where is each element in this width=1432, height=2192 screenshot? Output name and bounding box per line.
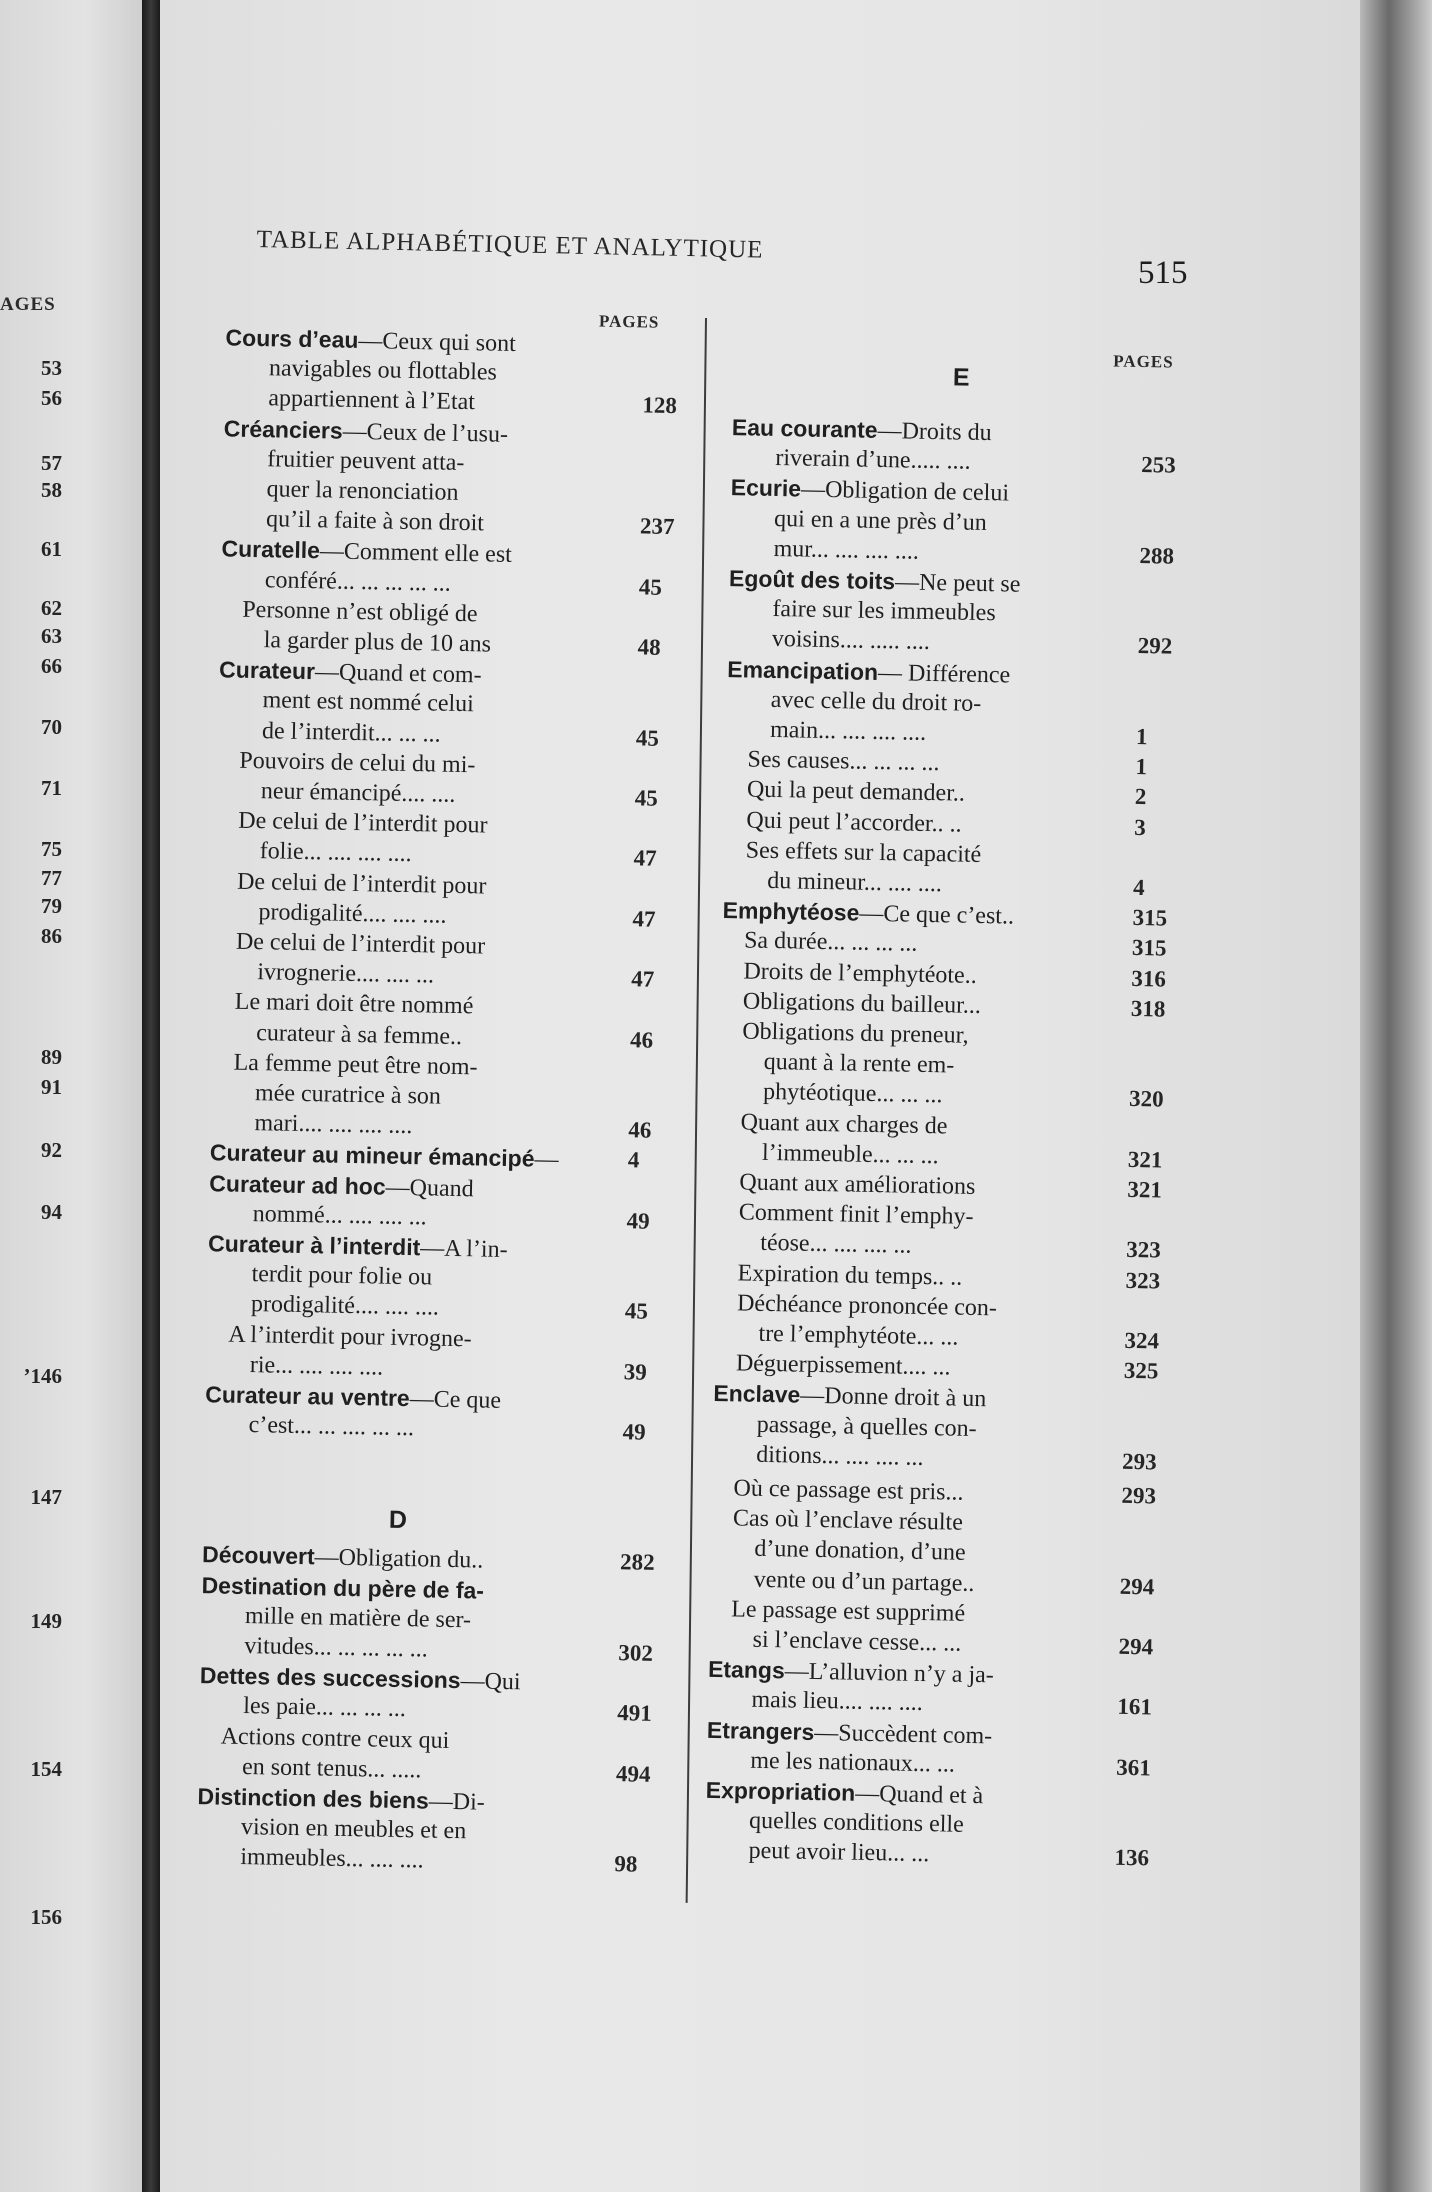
entry-page-number: 293	[1121, 1448, 1157, 1475]
continuation-line: ivrognerie.... .... ...	[257, 959, 435, 989]
entry-page-number: 45	[624, 1298, 649, 1325]
continuation-line: mille en matière de ser-	[244, 1602, 472, 1634]
previous-page-number: 58	[41, 478, 62, 502]
entry-page-number: 161	[1117, 1694, 1153, 1720]
entry-page-number: 320	[1128, 1086, 1164, 1112]
pages-label-right: PAGES	[1113, 351, 1174, 372]
entry-page-number: 45	[634, 785, 659, 811]
previous-page-number: 61	[41, 537, 62, 561]
continuation-line: terdit pour folie ou	[251, 1261, 433, 1291]
previous-page-number: 62	[41, 596, 62, 620]
subentry-line: Pouvoirs de celui du mi-	[239, 747, 476, 779]
letter-heading-d: D	[388, 1505, 408, 1535]
entry-page-number: 46	[629, 1026, 654, 1053]
continuation-line: ditions... .... .... ...	[755, 1441, 924, 1471]
entry-page-number: 4	[1132, 874, 1145, 901]
subentry-line: Le passage est supprimé	[730, 1596, 966, 1627]
entry-page-number: 47	[631, 966, 655, 992]
entry-text: —Obligation du..	[314, 1544, 484, 1574]
entry-page-number: 3	[1134, 814, 1147, 840]
subentry-line: De celui de l’interdit pour	[238, 807, 488, 839]
previous-page-number: 154	[30, 1757, 62, 1781]
continuation-line: neur émancipé.... ....	[260, 778, 456, 808]
entry-text: —L’alluvion n’y a ja-	[784, 1658, 995, 1689]
entry-text: — Différence	[877, 659, 1011, 689]
page-number: 515	[1138, 255, 1188, 291]
entry-term: Distinction des biens	[197, 1783, 430, 1814]
entry-text: —Obligation de celui	[800, 476, 1010, 507]
continuation-line: phytéotique... ... ...	[762, 1079, 943, 1109]
entry-page-number: 293	[1121, 1482, 1157, 1509]
subentry-line: Obligations du preneur,	[742, 1018, 969, 1049]
entry-heading-line	[707, 1714, 993, 1749]
subentry-line: Où ce passage est pris...	[733, 1475, 964, 1506]
entry-heading-line	[201, 1570, 484, 1605]
entry-page-number: 128	[642, 392, 678, 419]
previous-page-number: 70	[41, 715, 62, 739]
continuation-line: rie... .... .... ....	[249, 1351, 384, 1381]
continuation-line: si l’enclave cesse... ...	[752, 1626, 962, 1657]
previous-page-number: 57	[41, 451, 62, 475]
entry-page-number: 288	[1139, 542, 1175, 569]
entry-text: —Quand et com-	[314, 659, 482, 689]
entry-page-number: 323	[1125, 1267, 1161, 1294]
entry-heading-line	[219, 655, 482, 690]
entry-term: Curatelle	[221, 535, 321, 564]
continuation-line: appartiennent à l’Etat	[268, 385, 476, 416]
continuation-line: immeubles... .... ....	[240, 1844, 424, 1874]
subentry-line: La femme peut être nom-	[233, 1049, 478, 1081]
entry-term: Curateur au mineur émancipé	[209, 1139, 535, 1172]
entry-page-number: 49	[626, 1208, 650, 1234]
entry-term: Ecurie	[730, 474, 802, 502]
continuation-line: mari.... .... .... ....	[254, 1110, 413, 1140]
entry-page-number: 49	[622, 1419, 646, 1445]
continuation-line: navigables ou flottables	[268, 355, 498, 386]
entry-term: Expropriation	[705, 1776, 856, 1806]
continuation-line: mur... .... .... ....	[773, 535, 920, 565]
previous-page-number: 56	[41, 386, 62, 410]
previous-page-number: 53	[41, 356, 62, 380]
entry-term: Curateur à l’interdit	[207, 1230, 421, 1261]
running-head: TABLE ALPHABÉTIQUE ET ANALYTIQUE	[256, 226, 764, 264]
subentry-line: Expiration du temps.. ..	[737, 1259, 963, 1291]
subentry-line: Obligations du bailleur...	[742, 988, 982, 1019]
entry-text: —Comment elle est	[319, 538, 513, 569]
continuation-line: quer la renonciation	[266, 476, 459, 506]
entry-heading-line	[224, 413, 509, 448]
entry-page-number: 4	[627, 1147, 640, 1173]
continuation-line: voisins.... ..... ....	[771, 626, 931, 656]
entry-page-number: 321	[1127, 1146, 1163, 1173]
previous-page-number: ’146	[23, 1364, 62, 1388]
continuation-line: me les nationaux... ...	[750, 1747, 956, 1778]
entry-term: Dettes des successions	[199, 1662, 461, 1694]
continuation-line: faire sur les immeubles	[772, 596, 996, 627]
continuation-line: peut avoir lieu... ...	[748, 1838, 930, 1868]
continuation-line: téose... .... .... ...	[760, 1230, 912, 1260]
continuation-line: qui en a une près d’un	[773, 505, 988, 536]
entry-heading-line	[727, 654, 1010, 689]
continuation-line: mais lieu.... .... ....	[751, 1687, 924, 1717]
entry-page-number: 318	[1130, 995, 1166, 1022]
entry-term: Emphytéose	[722, 897, 860, 926]
entry-page-number: 361	[1116, 1754, 1152, 1781]
entry-term: Découvert	[201, 1541, 315, 1570]
entry-text: —Ce que	[409, 1386, 502, 1414]
entry-page-number: 46	[628, 1117, 652, 1143]
continuation-line: de l’interdit... ... ...	[261, 717, 441, 748]
entry-term: Destination du père de fa-	[201, 1571, 485, 1604]
previous-page-number: 79	[41, 894, 62, 918]
previous-page-number: 149	[30, 1609, 62, 1633]
subentry-line: Cas où l’enclave résulte	[732, 1505, 964, 1536]
continuation-line: mée curatrice à son	[254, 1080, 442, 1110]
entry-page-number: 325	[1123, 1358, 1159, 1384]
subentry-line: De celui de l’interdit pour	[236, 868, 487, 900]
entry-text: —A l’in-	[420, 1235, 508, 1263]
previous-page-header-fragment: AGES	[0, 294, 56, 315]
subentry-line: Quant aux améliorations	[739, 1169, 976, 1200]
continuation-line: curateur à sa femme..	[255, 1019, 463, 1050]
entry-heading-line	[708, 1654, 994, 1689]
previous-page-number: 91	[41, 1075, 62, 1099]
continuation-line: la garder plus de 10 ans	[263, 627, 492, 658]
book-gutter	[142, 0, 160, 2192]
subentry-line: Quant aux charges de	[740, 1109, 948, 1139]
entry-page-number: 323	[1125, 1237, 1161, 1263]
entry-page-number: 316	[1131, 965, 1167, 992]
entry-text: —	[534, 1146, 559, 1174]
continuation-line: quant à la rente em-	[763, 1049, 955, 1079]
entry-term: Curateur	[218, 656, 316, 685]
entry-page-number: 491	[616, 1700, 652, 1727]
entry-page-number: 48	[637, 634, 661, 660]
entry-page-number: 1	[1135, 723, 1148, 750]
entry-term: Cours d’eau	[225, 324, 359, 353]
entry-page-number: 39	[623, 1359, 648, 1385]
previous-page-number: 92	[41, 1138, 62, 1162]
entry-heading-line	[209, 1168, 474, 1203]
entry-page-number: 47	[632, 906, 656, 932]
subentry-line: Comment finit l’emphy-	[738, 1199, 974, 1231]
entry-page-number: 324	[1124, 1327, 1160, 1354]
previous-page-strip	[0, 0, 142, 2192]
continuation-line: c’est... ... .... ... ...	[248, 1412, 415, 1442]
subentry-line: De celui de l’interdit pour	[235, 928, 486, 960]
entry-page-number: 315	[1132, 905, 1168, 931]
entry-page-number: 98	[614, 1851, 638, 1877]
subentry-line: Sa durée... ... ... ...	[743, 927, 918, 958]
entry-term: Emancipation	[727, 655, 879, 685]
continuation-line: avec celle du droit ro-	[770, 686, 982, 717]
continuation-line: tre l’emphytéote... ...	[758, 1320, 959, 1351]
entry-term: Etangs	[707, 1656, 786, 1684]
continuation-line: conféré... ... ... ... ...	[264, 566, 452, 597]
entry-page-number: 2	[1134, 784, 1147, 810]
entry-text: —Ceux qui sont	[358, 327, 517, 357]
continuation-line: nommé... .... .... ...	[252, 1200, 427, 1231]
continuation-line: vision en meubles et en	[240, 1814, 467, 1845]
entry-page-number: 292	[1137, 633, 1173, 660]
entry-term: Curateur au ventre	[205, 1381, 411, 1412]
subentry-line: A l’interdit pour ivrogne-	[228, 1321, 472, 1352]
entry-text: —Quand et à	[854, 1780, 984, 1810]
previous-page-number: 156	[30, 1905, 62, 1929]
continuation-line: quelles conditions elle	[748, 1807, 965, 1839]
entry-heading-line	[730, 473, 1009, 508]
entry-text: —Ne peut se	[894, 569, 1021, 598]
entry-page-number: 237	[639, 513, 675, 540]
entry-page-number: 136	[1114, 1845, 1150, 1871]
subentry-line: Qui peut l’accorder.. ..	[746, 807, 962, 838]
entry-page-number: 494	[615, 1760, 651, 1787]
previous-page-number: 75	[41, 837, 62, 861]
entry-page-number: 47	[633, 845, 657, 872]
entry-term: Enclave	[713, 1380, 801, 1409]
continuation-line: riverain d’une..... ....	[775, 445, 971, 475]
previous-page-number: 63	[41, 624, 62, 648]
entry-page-number: 253	[1141, 452, 1177, 478]
subentry-line: Ses causes... ... ... ...	[747, 746, 940, 777]
continuation-line: qu’il a faite à son droit	[265, 506, 485, 537]
entry-page-number: 294	[1118, 1633, 1154, 1660]
continuation-line: ment est nommé celui	[262, 687, 475, 718]
entry-term: Curateur ad hoc	[209, 1169, 386, 1200]
continuation-line: du mineur... .... ....	[766, 867, 943, 898]
entry-text: —Droits du	[877, 417, 992, 447]
previous-page-number: 86	[41, 924, 62, 948]
entry-text: —Di-	[428, 1788, 486, 1816]
previous-page-number: 77	[41, 866, 62, 890]
page-edge-shadow	[1360, 0, 1432, 2192]
entry-heading-line	[705, 1775, 983, 1810]
subentry-line: Ses effets sur la capacité	[745, 837, 982, 868]
entry-text: —Qui	[460, 1668, 521, 1696]
entry-heading-line	[732, 412, 992, 447]
entry-text: —Succèdent com-	[814, 1719, 993, 1749]
continuation-line: prodigalité.... .... ....	[250, 1291, 440, 1322]
continuation-line: prodigalité.... .... ....	[258, 898, 447, 929]
previous-page-number: 94	[41, 1200, 62, 1224]
entry-heading-line	[713, 1378, 986, 1413]
continuation-line: l’immeuble... ... ...	[761, 1139, 939, 1170]
entry-term: Créanciers	[223, 414, 343, 444]
subentry-line: Personne n’est obligé de	[242, 596, 478, 628]
continuation-line: d’une donation, d’une	[754, 1536, 966, 1567]
subentry-line: Déchéance prononcée con-	[736, 1290, 998, 1322]
continuation-line: les paie... ... ... ...	[243, 1693, 407, 1723]
entry-term: Egoût des toits	[728, 565, 896, 595]
continuation-line: en sont tenus... .....	[241, 1753, 422, 1784]
subentry-line: Actions contre ceux qui	[220, 1723, 450, 1754]
entry-page-number: 1	[1135, 754, 1148, 780]
previous-page-number: 71	[41, 776, 62, 800]
subentry-line: Droits de l’emphytéote..	[743, 958, 977, 989]
continuation-line: folie... .... .... ....	[259, 838, 412, 868]
entry-text: —Ce que c’est..	[859, 900, 1015, 930]
letter-heading-e: E	[952, 363, 970, 392]
continuation-line: main... .... .... ....	[769, 716, 927, 746]
entry-page-number: 294	[1119, 1573, 1155, 1600]
subentry-line: Déguerpissement.... ...	[735, 1350, 951, 1381]
previous-page-number: 147	[30, 1485, 62, 1509]
entry-page-number: 302	[618, 1640, 654, 1666]
previous-page-number: 89	[41, 1045, 62, 1069]
entry-page-number: 282	[619, 1549, 655, 1576]
subentry-line: Qui la peut demander..	[746, 776, 966, 808]
entry-term: Etrangers	[706, 1716, 815, 1745]
pages-label-left: PAGES	[598, 311, 660, 332]
subentry-line: Le mari doit être nommé	[234, 989, 474, 1020]
entry-text: —Quand	[385, 1174, 474, 1202]
entry-page-number: 321	[1127, 1176, 1163, 1203]
previous-page-number: 66	[41, 654, 62, 678]
entry-page-number: 45	[635, 724, 660, 751]
entry-text: —Ceux de l’usu-	[342, 418, 509, 448]
continuation-line: vente ou d’un partage..	[753, 1566, 975, 1597]
continuation-line: fruitier peuvent atta-	[266, 446, 465, 476]
continuation-line: passage, à quelles con-	[756, 1411, 977, 1442]
entry-page-number: 315	[1131, 935, 1167, 961]
entry-term: Eau courante	[731, 414, 878, 443]
entry-text: —Donne droit à un	[800, 1383, 987, 1413]
continuation-line: vitudes... ... ... ... ...	[244, 1632, 428, 1663]
entry-page-number: 45	[638, 573, 663, 600]
